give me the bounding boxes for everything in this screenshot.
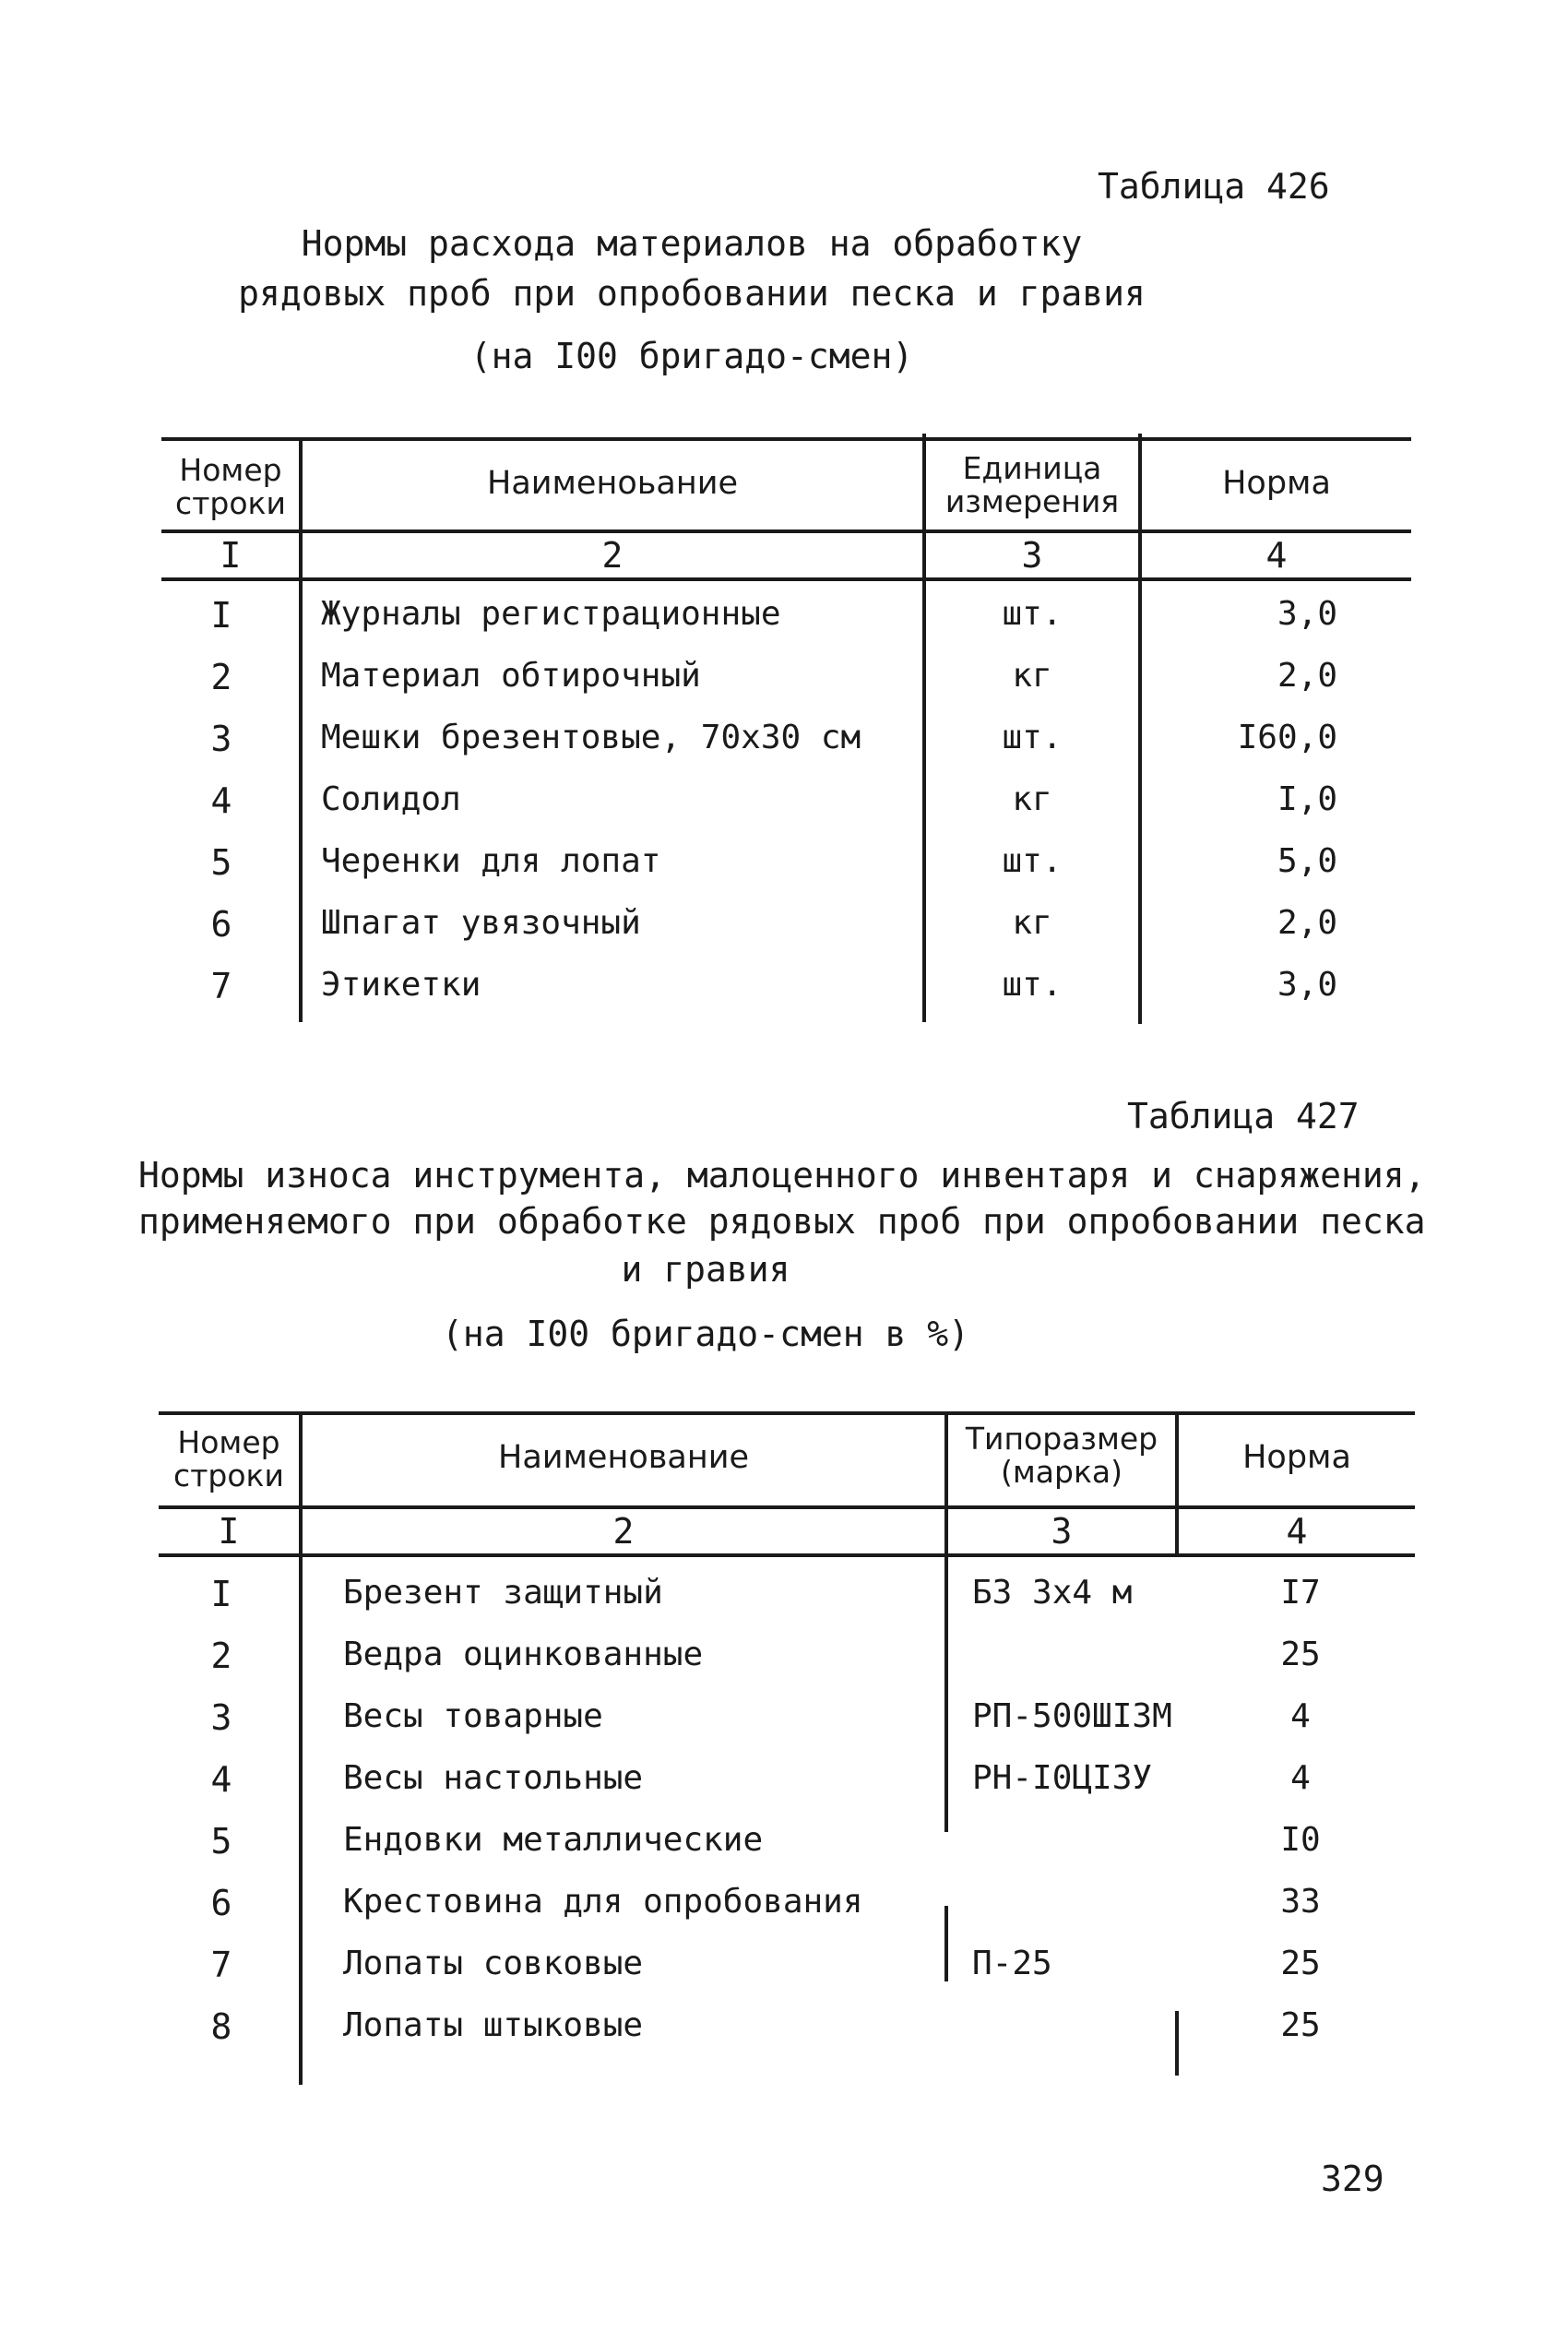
- table-426-label: Таблица 426: [1098, 166, 1330, 207]
- row-norm: 2,0: [1277, 657, 1337, 695]
- row-unit: кг: [1012, 657, 1052, 695]
- row-number: 8: [210, 2006, 232, 2047]
- table-427-header-row-number: [159, 1426, 299, 1493]
- table-427-colnum: 4: [1286, 1511, 1308, 1552]
- table-426-colnum: 4: [1265, 535, 1288, 576]
- row-name: Ведра оцинкованные: [343, 1636, 704, 1673]
- table-427-header-norm: Норма: [1242, 1439, 1351, 1476]
- row-norm: 25: [1280, 2006, 1321, 2044]
- row-norm: 5,0: [1277, 842, 1337, 880]
- table-426-header-norm: Норма: [1222, 465, 1331, 502]
- table-426-header-unit: [926, 452, 1138, 518]
- row-name: Крестовина для опробования: [343, 1883, 863, 1921]
- table-427-colnum: 3: [1051, 1511, 1073, 1552]
- row-norm: 3,0: [1277, 595, 1337, 633]
- row-name: Солидол: [321, 780, 461, 818]
- table-427-label: Таблица 427: [1127, 1096, 1360, 1136]
- table-427-divider-3b: [1175, 2011, 1179, 2076]
- header-line: строки: [173, 1458, 284, 1493]
- row-unit: кг: [1012, 904, 1052, 942]
- table-427-colnum: I: [218, 1511, 240, 1552]
- row-unit: шт.: [1002, 595, 1063, 633]
- row-name: Черенки для лопат: [321, 842, 661, 880]
- table-427-divider-2b: [944, 1906, 948, 1981]
- table-426-top-rule: [161, 437, 1411, 441]
- row-norm: 3,0: [1277, 966, 1337, 1004]
- row-name: Ендовки металлические: [343, 1821, 764, 1859]
- table-427-colnum: 2: [612, 1511, 635, 1552]
- table-426-header-row-number: [161, 454, 300, 520]
- row-number: I: [210, 1574, 232, 1614]
- row-number: 5: [210, 842, 232, 883]
- row-name: Весы товарные: [343, 1697, 603, 1735]
- table-426-title-line1: Нормы расхода материалов на обработку: [301, 223, 1083, 264]
- row-number: 4: [210, 1759, 232, 1800]
- row-name: Лопаты совковые: [343, 1945, 644, 1982]
- row-name: Материал обтирочный: [321, 657, 701, 695]
- row-name: Журналы регистрационные: [321, 595, 781, 633]
- table-427-header-name: Наименование: [498, 1439, 749, 1476]
- row-type: БЗ 3х4 м: [972, 1574, 1133, 1612]
- table-426-colnum-rule: [161, 577, 1411, 581]
- table-427-colnum-rule: [159, 1553, 1415, 1557]
- row-number: 5: [210, 1821, 232, 1862]
- row-type: РН-I0ЦI3У: [972, 1759, 1153, 1797]
- row-unit: шт.: [1002, 966, 1063, 1004]
- table-427-top-rule: [159, 1411, 1415, 1415]
- row-name: Этикетки: [321, 966, 481, 1004]
- header-line: измерения: [944, 483, 1120, 519]
- row-name: Мешки брезентовые, 70х30 см: [321, 719, 861, 756]
- table-426-colnum: 2: [601, 535, 624, 576]
- row-norm: I,0: [1277, 780, 1337, 818]
- row-number: 3: [210, 719, 232, 759]
- table-426-header-rule: [161, 529, 1411, 533]
- table-427-title-line2: применяемого при обработке рядовых проб при опробовании песка: [138, 1201, 1426, 1242]
- row-name: Брезент защитный: [343, 1574, 663, 1612]
- header-line: Единица: [962, 450, 1102, 486]
- table-427-title-line1: Нормы износа инструмента, малоценного инвентаря и снаряжения,: [138, 1155, 1426, 1196]
- row-type: РП-500ШI3М: [972, 1697, 1172, 1735]
- table-426-colnum: 3: [1021, 535, 1043, 576]
- row-number: 3: [210, 1697, 232, 1738]
- row-unit: шт.: [1002, 842, 1063, 880]
- row-number: 7: [210, 966, 232, 1006]
- row-norm: 25: [1280, 1945, 1321, 1982]
- row-norm: I0: [1280, 1821, 1321, 1859]
- row-name: Лопаты штыковые: [343, 2006, 644, 2044]
- row-unit: шт.: [1002, 719, 1063, 756]
- row-number: 2: [210, 1636, 232, 1676]
- row-norm: I60,0: [1237, 719, 1337, 756]
- page-number: 329: [1321, 2159, 1384, 2199]
- row-number: I: [210, 595, 232, 636]
- row-number: 6: [210, 1883, 232, 1923]
- header-line: Типоразмер: [965, 1421, 1158, 1457]
- row-number: 7: [210, 1945, 232, 1985]
- row-unit: кг: [1012, 780, 1052, 818]
- row-type: П-25: [972, 1945, 1052, 1982]
- row-norm: 25: [1280, 1636, 1321, 1673]
- table-426-colnum: I: [220, 535, 242, 576]
- table-426-subtitle: (на I00 бригадо-смен): [469, 336, 914, 376]
- table-427-header-type: [948, 1422, 1175, 1489]
- row-norm: 33: [1280, 1883, 1321, 1921]
- table-426-divider-1: [299, 441, 303, 1022]
- row-norm: I7: [1280, 1574, 1321, 1612]
- header-line: (марка): [1001, 1454, 1123, 1490]
- table-426-header-name: Наименоьание: [487, 465, 738, 502]
- header-line: Номер: [177, 1424, 280, 1460]
- row-name: Шпагат увязочный: [321, 904, 641, 942]
- table-427-title-line3: и гравия: [621, 1249, 790, 1290]
- row-number: 6: [210, 904, 232, 945]
- header-line: строки: [175, 485, 286, 521]
- header-line: Номер: [179, 452, 282, 488]
- row-name: Весы настольные: [343, 1759, 644, 1797]
- row-norm: 4: [1290, 1697, 1311, 1735]
- row-number: 4: [210, 780, 232, 821]
- row-number: 2: [210, 657, 232, 697]
- row-norm: 4: [1290, 1759, 1311, 1797]
- row-norm: 2,0: [1277, 904, 1337, 942]
- table-427-header-rule: [159, 1505, 1415, 1509]
- table-427-subtitle: (на I00 бригадо-смен в %): [442, 1314, 969, 1354]
- table-426-title-line2: рядовых проб при опробовании песка и гравия: [238, 273, 1146, 314]
